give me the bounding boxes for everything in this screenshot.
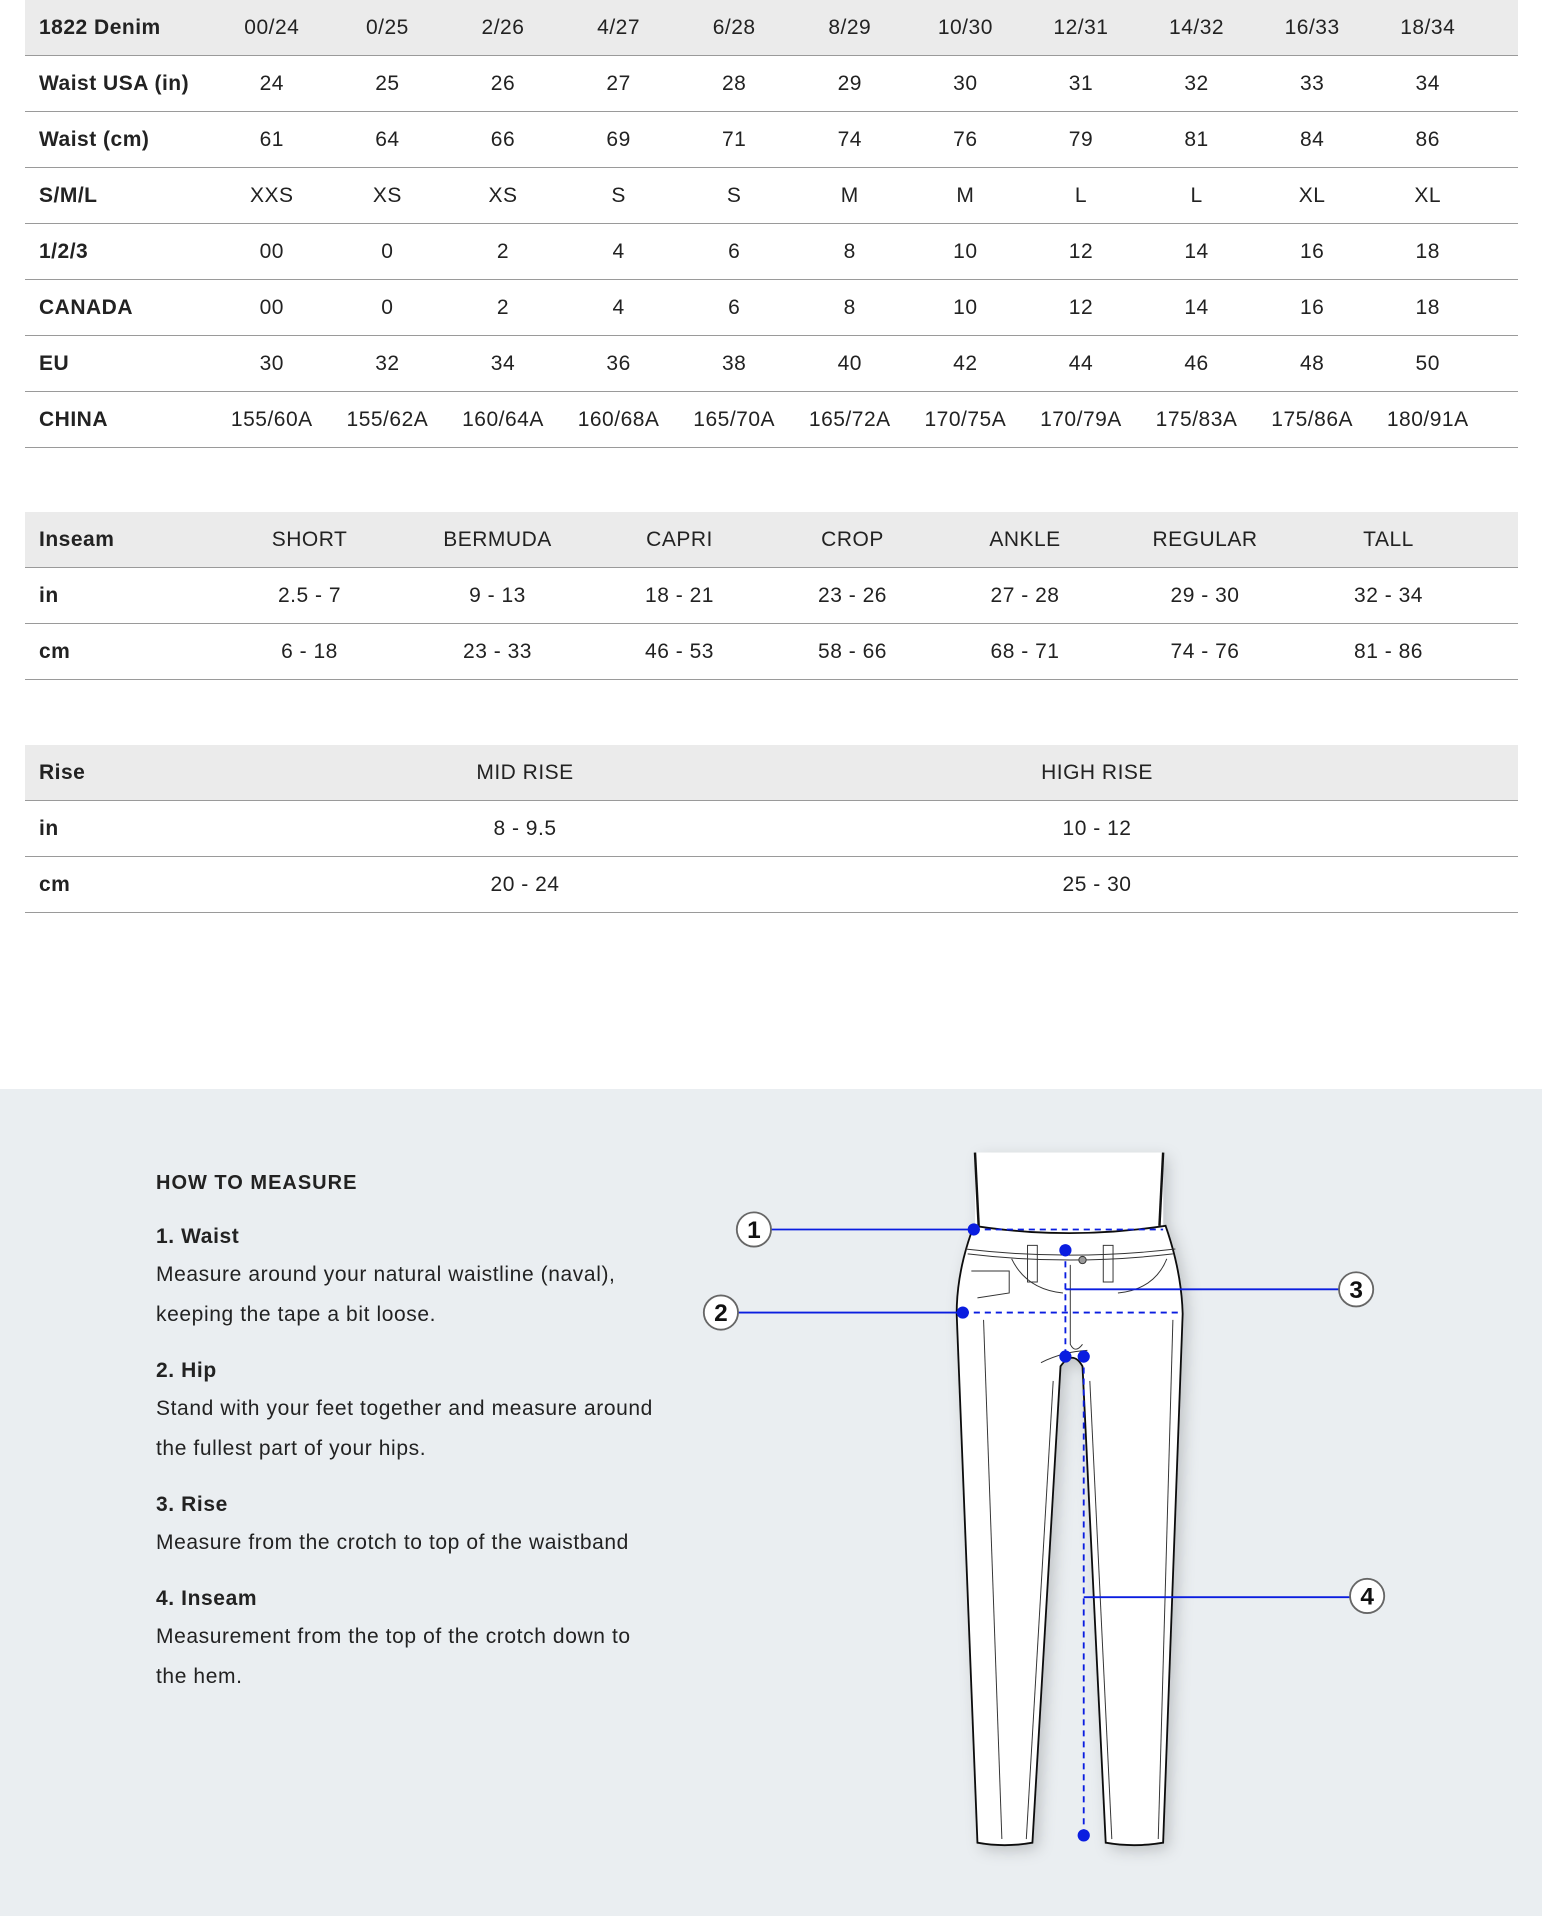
table-cell: 2 bbox=[445, 224, 561, 280]
row-label: cm bbox=[25, 857, 215, 913]
column-header: 16/33 bbox=[1254, 0, 1370, 56]
table-row bbox=[25, 280, 1518, 336]
table-cell: 27 - 28 bbox=[937, 568, 1113, 624]
table-cell: 69 bbox=[561, 112, 677, 168]
table-cell: 71 bbox=[676, 112, 792, 168]
row-label: Waist (cm) bbox=[25, 112, 214, 168]
table-cell: 27 bbox=[561, 56, 677, 112]
table-cell: 165/72A bbox=[792, 392, 908, 448]
table-cell: 0 bbox=[330, 224, 446, 280]
table-cell: 30 bbox=[908, 56, 1024, 112]
table-cell: 23 - 26 bbox=[768, 568, 937, 624]
table-cell: 28 bbox=[676, 56, 792, 112]
column-header: 18/34 bbox=[1370, 0, 1486, 56]
table-cell: 31 bbox=[1023, 56, 1139, 112]
table-cell: 18 bbox=[1370, 224, 1486, 280]
table-cell: 8 bbox=[792, 280, 908, 336]
table-cell: XXS bbox=[214, 168, 330, 224]
row-label: S/M/L bbox=[25, 168, 214, 224]
table-cell: 155/60A bbox=[214, 392, 330, 448]
marker-2-icon bbox=[704, 1295, 738, 1329]
table-cell: 2 bbox=[445, 280, 561, 336]
column-header: CROP bbox=[768, 512, 937, 568]
table-cell: 6 - 18 bbox=[215, 624, 404, 680]
column-header: TALL bbox=[1297, 512, 1480, 568]
row-label: in bbox=[25, 568, 215, 624]
table-cell: 36 bbox=[561, 336, 677, 392]
table-cell: 12 bbox=[1023, 280, 1139, 336]
table-cell: 175/83A bbox=[1139, 392, 1255, 448]
table-cell: 42 bbox=[908, 336, 1024, 392]
table-cell: 4 bbox=[561, 280, 677, 336]
table-cell: XL bbox=[1370, 168, 1486, 224]
table-cell: 74 bbox=[792, 112, 908, 168]
table-row bbox=[25, 224, 1518, 280]
row-label: EU bbox=[25, 336, 214, 392]
table-cell: 64 bbox=[330, 112, 446, 168]
measure-heading: 1. Waist bbox=[156, 1225, 240, 1248]
table-row bbox=[25, 857, 1518, 913]
table-cell: 14 bbox=[1139, 280, 1255, 336]
inseam-table bbox=[25, 512, 1518, 680]
table-cell: 170/79A bbox=[1023, 392, 1139, 448]
svg-text:4: 4 bbox=[1360, 1583, 1374, 1611]
table-cell: 76 bbox=[908, 112, 1024, 168]
table-cell: 6 bbox=[676, 280, 792, 336]
column-header: 0/25 bbox=[330, 0, 446, 56]
table-cell: 2.5 - 7 bbox=[215, 568, 404, 624]
svg-text:2: 2 bbox=[714, 1300, 728, 1328]
table-cell: 10 bbox=[908, 224, 1024, 280]
table-cell: M bbox=[792, 168, 908, 224]
table-cell: 34 bbox=[1370, 56, 1486, 112]
table-cell: 20 - 24 bbox=[215, 857, 835, 913]
table-cell: 4 bbox=[561, 224, 677, 280]
measure-heading: 4. Inseam bbox=[156, 1587, 258, 1610]
table-row bbox=[25, 112, 1518, 168]
table-cell: 160/64A bbox=[445, 392, 561, 448]
table-cell: XL bbox=[1254, 168, 1370, 224]
table-cell: 18 - 21 bbox=[591, 568, 768, 624]
table-cell: 155/62A bbox=[330, 392, 446, 448]
size-conversion-table bbox=[25, 0, 1518, 448]
table-cell: 12 bbox=[1023, 224, 1139, 280]
table-cell: 84 bbox=[1254, 112, 1370, 168]
table-cell: 46 - 53 bbox=[591, 624, 768, 680]
table-cell: 33 bbox=[1254, 56, 1370, 112]
table-cell: 8 bbox=[792, 224, 908, 280]
table-cell: 32 bbox=[1139, 56, 1255, 112]
row-label: 1/2/3 bbox=[25, 224, 214, 280]
table-row bbox=[25, 336, 1518, 392]
table-cell: 38 bbox=[676, 336, 792, 392]
measure-heading: 2. Hip bbox=[156, 1359, 217, 1382]
table-cell: 18 bbox=[1370, 280, 1486, 336]
table-cell: 66 bbox=[445, 112, 561, 168]
row-label: CHINA bbox=[25, 392, 214, 448]
row-label: Waist USA (in) bbox=[25, 56, 214, 112]
table-cell: 44 bbox=[1023, 336, 1139, 392]
table-cell: 46 bbox=[1139, 336, 1255, 392]
row-label: in bbox=[25, 801, 215, 857]
table-cell: 58 - 66 bbox=[768, 624, 937, 680]
rise-table bbox=[25, 745, 1518, 913]
column-header: 4/27 bbox=[561, 0, 677, 56]
table-cell: 00 bbox=[214, 224, 330, 280]
measure-text: Stand with your feet together and measure around the fullest part of your hips. bbox=[156, 1397, 653, 1460]
column-header: REGULAR bbox=[1113, 512, 1297, 568]
table-cell: 32 bbox=[330, 336, 446, 392]
table-cell: 26 bbox=[445, 56, 561, 112]
table-cell: XS bbox=[445, 168, 561, 224]
table-cell: 32 - 34 bbox=[1297, 568, 1480, 624]
table-cell: 34 bbox=[445, 336, 561, 392]
column-header: 2/26 bbox=[445, 0, 561, 56]
measure-text: Measurement from the top of the crotch down to the hem. bbox=[156, 1625, 631, 1688]
table-row bbox=[25, 801, 1518, 857]
table-cell: 14 bbox=[1139, 224, 1255, 280]
table-cell: 29 - 30 bbox=[1113, 568, 1297, 624]
table-cell: 8 - 9.5 bbox=[215, 801, 835, 857]
table-cell: S bbox=[676, 168, 792, 224]
table-cell: 74 - 76 bbox=[1113, 624, 1297, 680]
row-label-header: Inseam bbox=[25, 512, 215, 568]
column-header: 14/32 bbox=[1139, 0, 1255, 56]
column-header: SHORT bbox=[215, 512, 404, 568]
table-cell: 68 - 71 bbox=[937, 624, 1113, 680]
marker-1-icon bbox=[737, 1212, 771, 1246]
column-header: HIGH RISE bbox=[835, 745, 1359, 801]
table-cell: 10 - 12 bbox=[835, 801, 1359, 857]
column-header: CAPRI bbox=[591, 512, 768, 568]
column-header: BERMUDA bbox=[404, 512, 591, 568]
table-cell: 81 bbox=[1139, 112, 1255, 168]
marker-3-icon bbox=[1339, 1272, 1373, 1306]
measure-text: Measure from the crotch to top of the waistband bbox=[156, 1531, 629, 1554]
marker-4-icon bbox=[1350, 1579, 1384, 1613]
table-cell: 29 bbox=[792, 56, 908, 112]
table-cell: 00 bbox=[214, 280, 330, 336]
column-header: 8/29 bbox=[792, 0, 908, 56]
column-header: 12/31 bbox=[1023, 0, 1139, 56]
table-cell: 6 bbox=[676, 224, 792, 280]
table-cell: 180/91A bbox=[1370, 392, 1486, 448]
table-cell: 81 - 86 bbox=[1297, 624, 1480, 680]
table-row bbox=[25, 568, 1518, 624]
table-row bbox=[25, 392, 1518, 448]
table-cell: M bbox=[908, 168, 1024, 224]
column-header: ANKLE bbox=[937, 512, 1113, 568]
jeans-measurement-diagram bbox=[0, 1089, 1542, 1916]
row-label-header: 1822 Denim bbox=[25, 0, 214, 56]
table-cell: 175/86A bbox=[1254, 392, 1370, 448]
table-header-row bbox=[25, 745, 1518, 801]
table-header-row bbox=[25, 512, 1518, 568]
svg-text:1: 1 bbox=[747, 1217, 761, 1245]
column-header: 00/24 bbox=[214, 0, 330, 56]
table-cell: 23 - 33 bbox=[404, 624, 591, 680]
table-cell: 48 bbox=[1254, 336, 1370, 392]
table-cell: 40 bbox=[792, 336, 908, 392]
table-cell: 24 bbox=[214, 56, 330, 112]
table-cell: 25 bbox=[330, 56, 446, 112]
table-cell: 61 bbox=[214, 112, 330, 168]
table-cell: 30 bbox=[214, 336, 330, 392]
table-cell: L bbox=[1023, 168, 1139, 224]
table-cell: 9 - 13 bbox=[404, 568, 591, 624]
column-header: MID RISE bbox=[215, 745, 835, 801]
table-cell: 16 bbox=[1254, 280, 1370, 336]
table-row bbox=[25, 624, 1518, 680]
table-cell: 165/70A bbox=[676, 392, 792, 448]
table-cell: 79 bbox=[1023, 112, 1139, 168]
table-cell: 86 bbox=[1370, 112, 1486, 168]
table-cell: 160/68A bbox=[561, 392, 677, 448]
row-label: CANADA bbox=[25, 280, 214, 336]
measure-heading: 3. Rise bbox=[156, 1493, 228, 1516]
how-to-measure-title: HOW TO MEASURE bbox=[156, 1172, 358, 1194]
measure-text: Measure around your natural waistline (naval), keeping the tape a bit loose. bbox=[156, 1263, 616, 1326]
table-cell: 170/75A bbox=[908, 392, 1024, 448]
svg-text:3: 3 bbox=[1349, 1276, 1363, 1304]
table-cell: S bbox=[561, 168, 677, 224]
table-cell: 16 bbox=[1254, 224, 1370, 280]
table-cell: XS bbox=[330, 168, 446, 224]
table-cell: 10 bbox=[908, 280, 1024, 336]
table-cell: L bbox=[1139, 168, 1255, 224]
table-cell: 0 bbox=[330, 280, 446, 336]
column-header: 6/28 bbox=[676, 0, 792, 56]
column-header: 10/30 bbox=[908, 0, 1024, 56]
table-row bbox=[25, 56, 1518, 112]
row-label-header: Rise bbox=[25, 745, 215, 801]
table-cell: 50 bbox=[1370, 336, 1486, 392]
table-row bbox=[25, 168, 1518, 224]
row-label: cm bbox=[25, 624, 215, 680]
table-cell: 25 - 30 bbox=[835, 857, 1359, 913]
table-header-row bbox=[25, 0, 1518, 56]
